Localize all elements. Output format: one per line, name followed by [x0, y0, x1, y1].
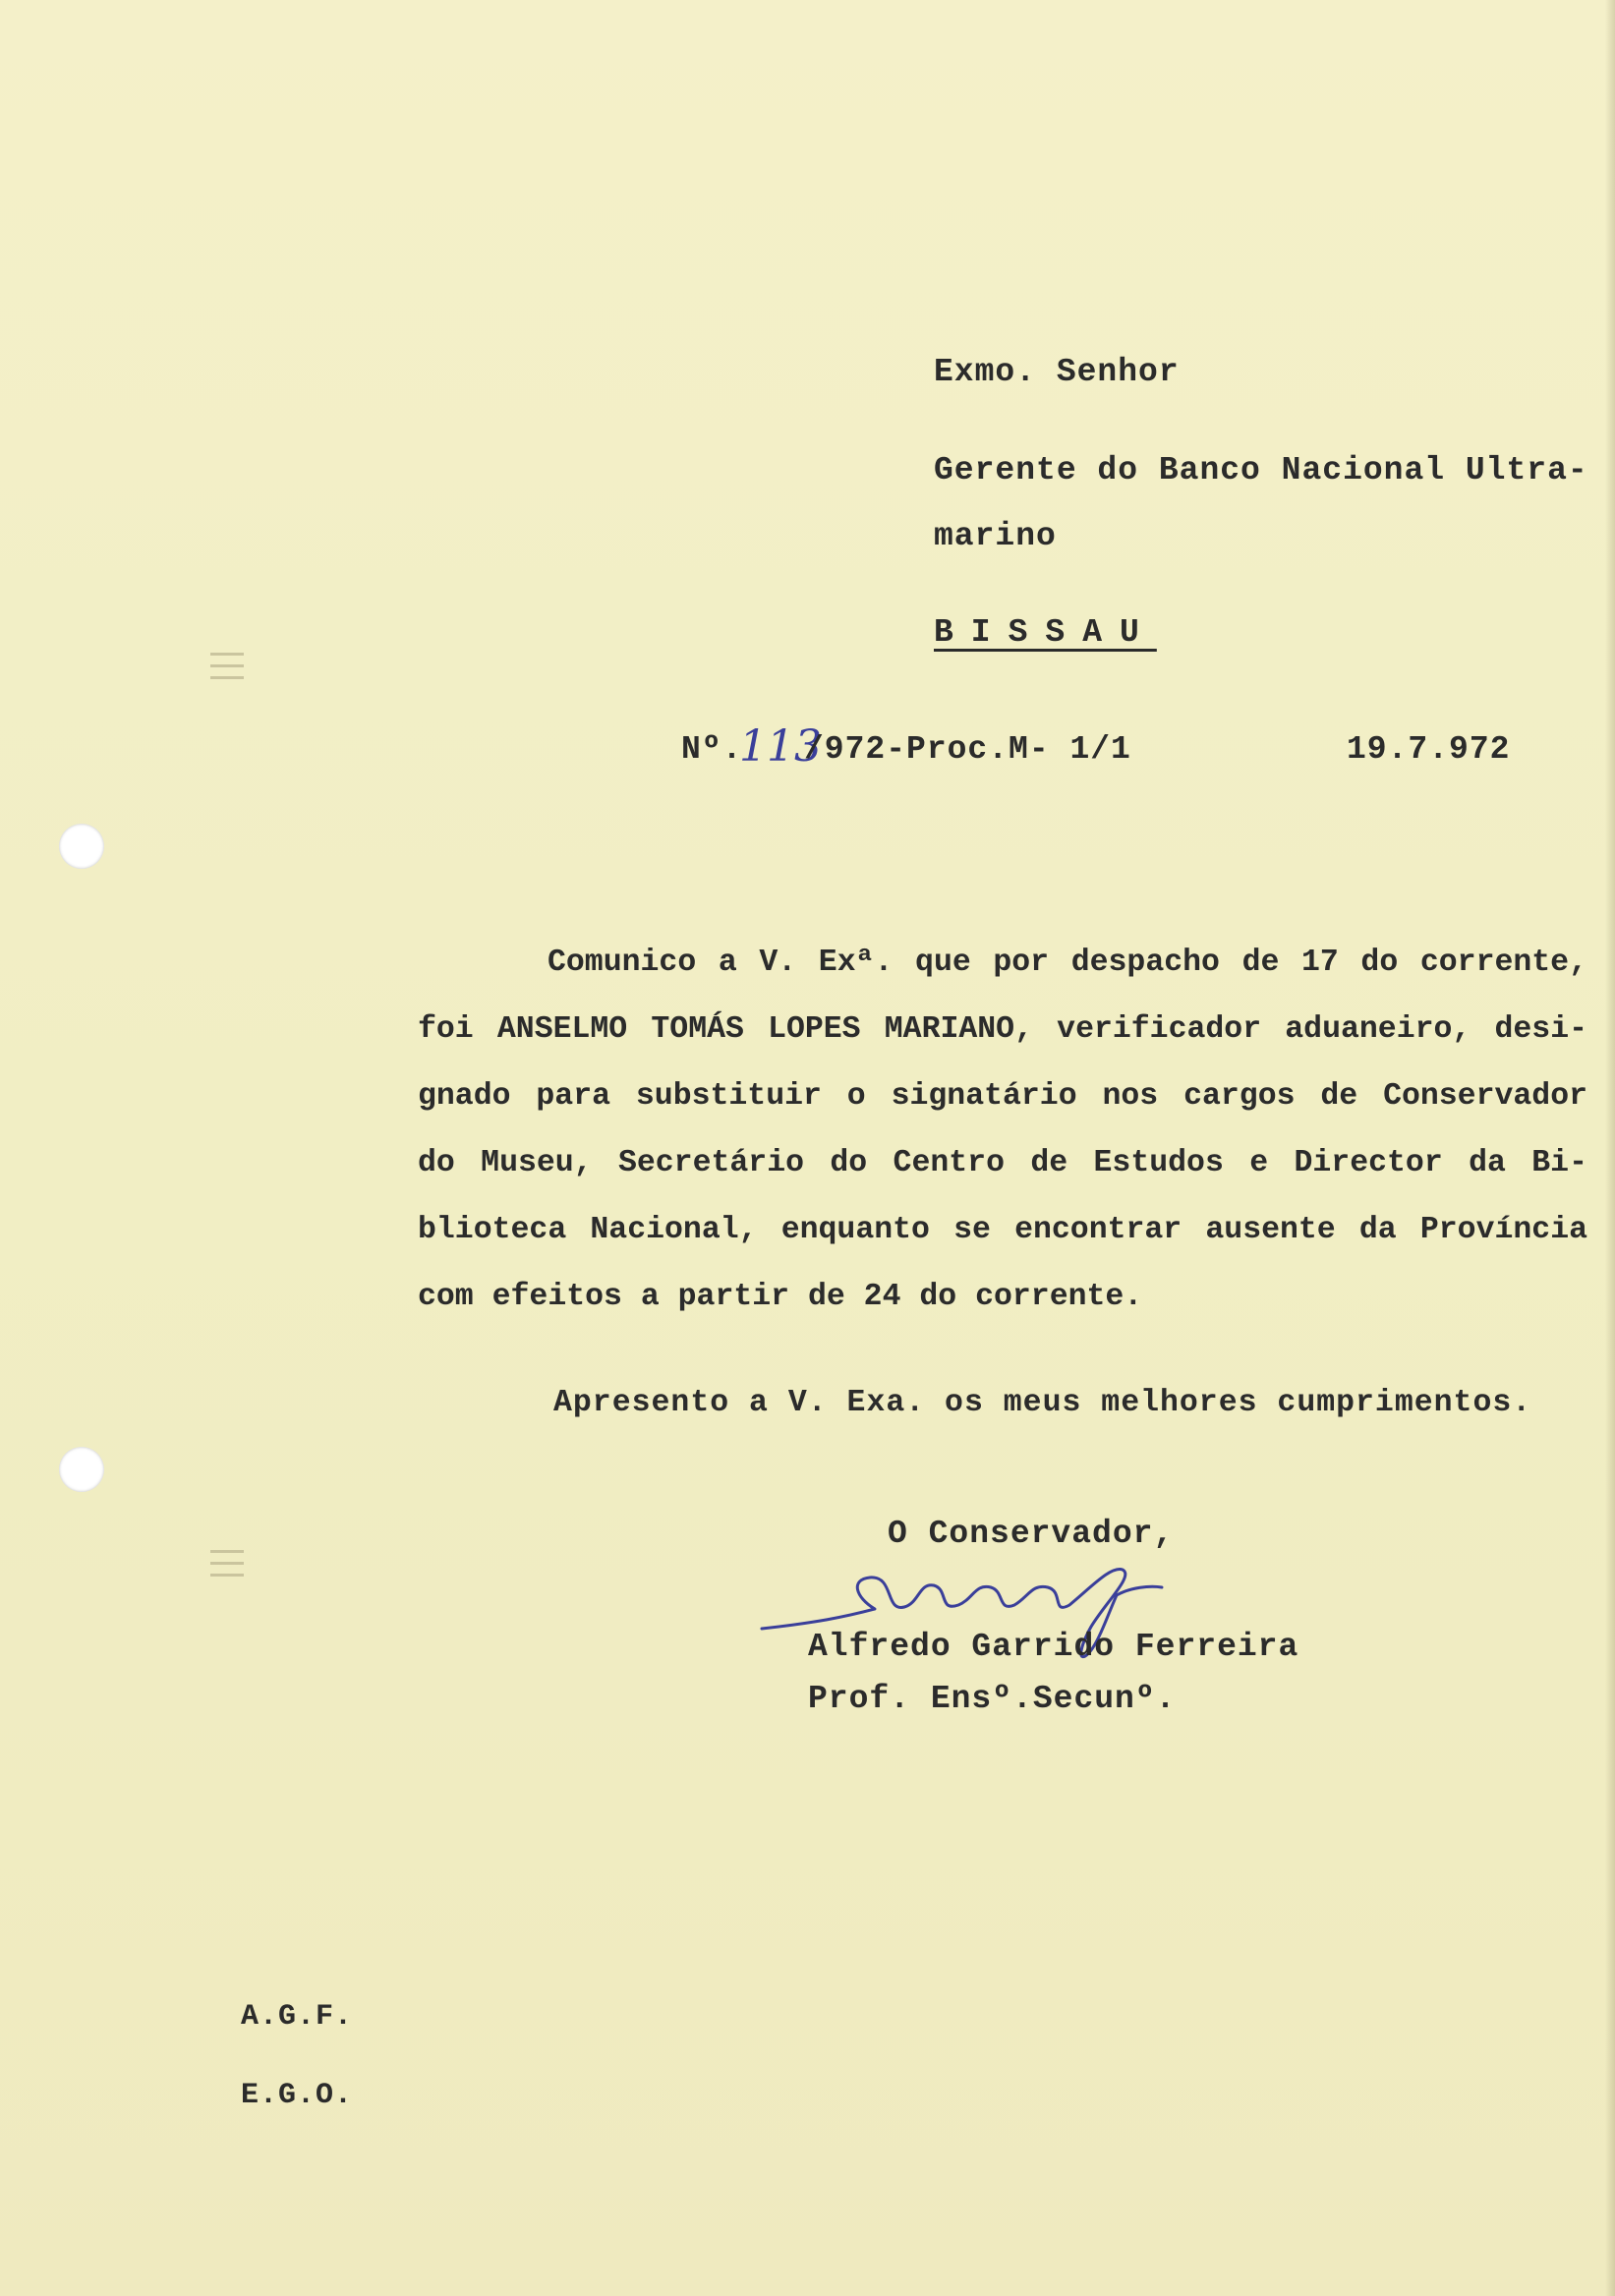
- body-line: Comunico a V. Exª. que por despacho de 17 do corrente,: [548, 946, 1587, 980]
- punch-hole-bottom: [59, 1447, 104, 1492]
- body-line: do Museu, Secretário do Centro de Estudos e Director da Bi-: [418, 1146, 1587, 1180]
- body-line: blioteca Nacional, enquanto se encontrar ausente da Província: [418, 1213, 1587, 1247]
- reference-suffix: /972-Proc.M- 1/1: [804, 731, 1131, 768]
- body-line: com efeitos a partir de 24 do corrente.: [418, 1280, 1143, 1314]
- reference-prefix: Nº.: [681, 731, 743, 768]
- recipient-title-line1: Gerente do Banco Nacional Ultra-: [934, 452, 1588, 488]
- recipient-title-line2: marino: [934, 518, 1057, 554]
- reference-handwritten-number: 113: [739, 721, 822, 772]
- initials-line-1: A.G.F.: [241, 2000, 354, 2034]
- body-paragraph: [418, 930, 1587, 1331]
- closing-sentence: Apresento a V. Exa. os meus melhores cumprimentos.: [553, 1386, 1532, 1420]
- body-line: gnado para substituir o signatário nos cargos de Conservador: [418, 1079, 1587, 1114]
- signature-position: Prof. Ensº.Secunº.: [808, 1681, 1177, 1717]
- signature-role: O Conservador,: [888, 1516, 1175, 1552]
- initials-line-2: E.G.O.: [241, 2079, 354, 2112]
- page-edge-shadow: [1605, 0, 1615, 2296]
- margin-marks-bottom: [210, 1541, 244, 1590]
- recipient-salutation: Exmo. Senhor: [934, 354, 1180, 390]
- recipient-city: BISSAU: [934, 614, 1157, 651]
- body-line: foi ANSELMO TOMÁS LOPES MARIANO, verificador aduaneiro, desi-: [418, 1012, 1587, 1047]
- reference-date: 19.7.972: [1347, 731, 1511, 768]
- punch-hole-top: [59, 824, 104, 869]
- signature-name: Alfredo Garrido Ferreira: [808, 1629, 1299, 1665]
- margin-marks-top: [210, 644, 244, 693]
